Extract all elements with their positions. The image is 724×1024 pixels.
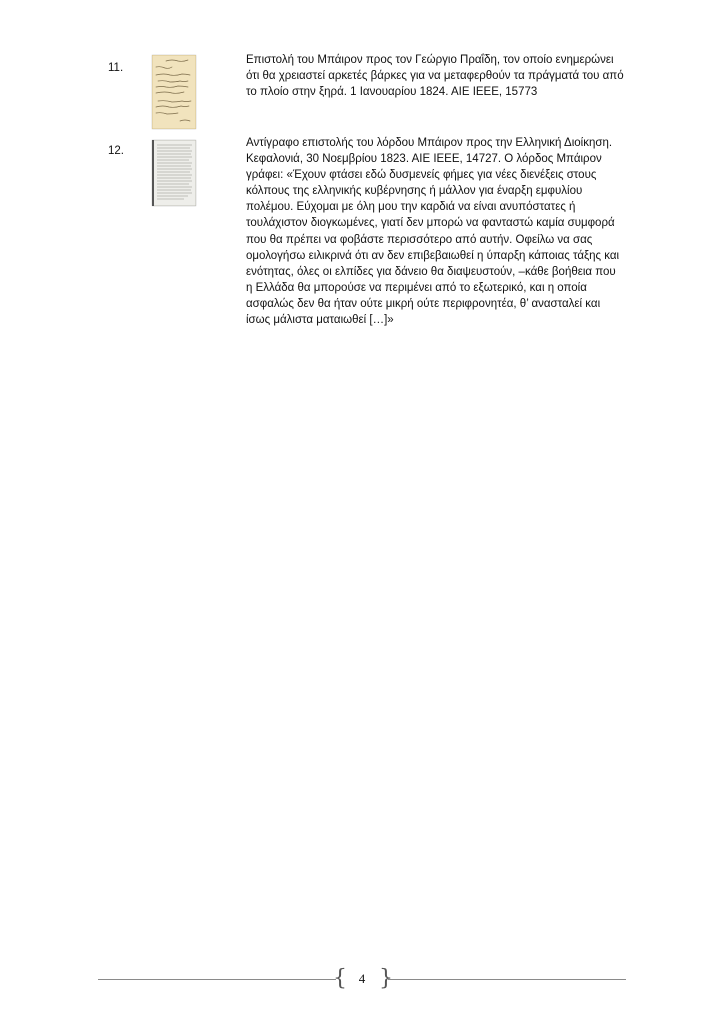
entry-number: 12. [108,145,124,157]
footer-rule-right [388,979,626,980]
entry-number: 11. [108,62,124,74]
footer-rule-left [98,979,336,980]
page-number: 4 [358,971,366,986]
entry-description: Αντίγραφο επιστολής του λόρδου Μπάιρον προς την Ελληνική Διοίκηση. Κεφαλονιά, 30 Νοεμβρίου 1823. ΑΙΕ ΙΕΕΕ, 14727. Ο λόρδος Μπάιρον γράφει: «Έχουν φτάσει εδώ δυσμενείς φήμες για νέες διενέξεις στους κόλπους της ελληνικής κυβέρνησης ή μάλλον για έναρξη εμφυλίου πολέμου. Εύχομαι με όλη μου την καρδιά να είναι ανυπόστατες ή τουλάχιστον διογκωμένες, γιατί δεν μπορώ να φανταστώ καμία συμφορά που θα πρέπει να φοβάστε περισσότερο από αυτήν. Οφείλω να σας ομολογήσω ειλικρινά ότι αν δεν επιβεβαιωθεί η ύπαρξη κάποιας τάξης και ενότητας, όλες οι ελπίδες για δάνειο θα διαψευστούν, –κάθε βοήθεια που η Ελλάδα θα μπορούσε να περιμένει από το εξωτερικό, και η οποία ασφαλώς δεν θα ήταν ούτε μικρή ούτε περιφρονητέα, θ’ ανασταλεί και ίσως μάλιστα ματαιωθεί […]» [246,137,620,327]
left-brace-ornament: { [333,966,347,991]
entry-description: Επιστολή του Μπάιρον προς τον Γεώργιο Πραΐδη, τον οποίο ενημερώνει ότι θα χρειαστεί αρκετές βάρκες για να μεταφερθούν τα πράγματά του από το πλοίο στην ξηρά. 1 Ιανουαρίου 1824. ΑΙΕ ΙΕΕΕ, 15773 [246,54,624,99]
right-brace-ornament: } [379,966,393,991]
handwritten-letter-thumbnail [152,55,196,129]
letter-copy-thumbnail [152,140,196,206]
